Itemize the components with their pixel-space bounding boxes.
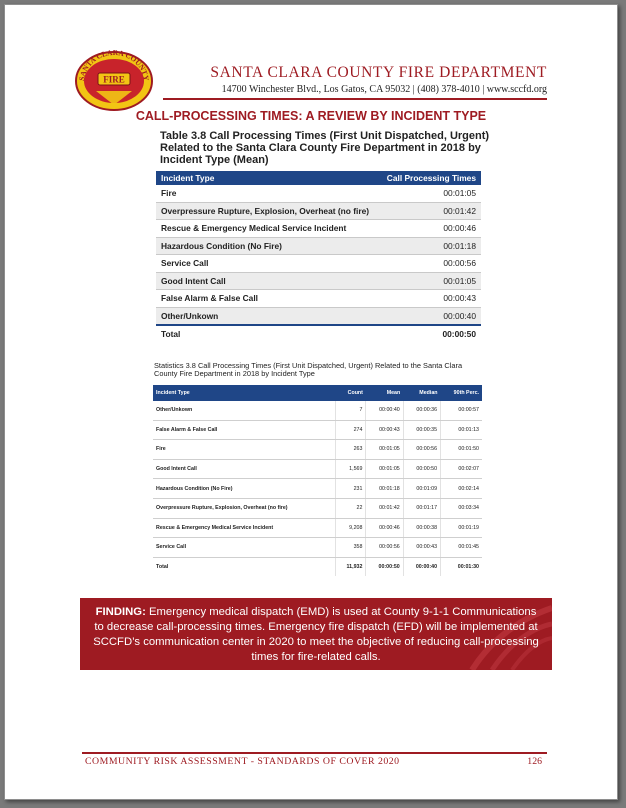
- table-row: [153, 538, 482, 558]
- median-cell: 00:00:43: [403, 538, 440, 558]
- incident-type-cell: Overpressure Rupture, Explosion, Overheat (no fire): [153, 498, 336, 518]
- total-time: 00:00:50: [379, 325, 481, 343]
- document-page: [4, 4, 618, 800]
- time-cell: 00:00:40: [379, 307, 481, 325]
- incident-type-cell: Good Intent Call: [153, 459, 336, 479]
- call-processing-table: [156, 171, 481, 343]
- incident-type-cell: False Alarm & False Call: [156, 290, 379, 308]
- column-header: Call Processing Times: [379, 171, 481, 185]
- mean-cell: 00:00:40: [366, 401, 403, 420]
- logo-arc-text: SANTA CLARA COUNTY: [77, 49, 151, 82]
- percentile-cell: 00:01:13: [441, 420, 482, 440]
- page-number: 126: [527, 756, 542, 767]
- incident-type-cell: Hazardous Condition (No Fire): [156, 237, 379, 255]
- column-header: Count: [336, 385, 366, 401]
- table-row: [156, 290, 481, 308]
- percentile-cell: 00:01:45: [441, 538, 482, 558]
- mean-cell: 00:01:05: [366, 440, 403, 460]
- table-row: [156, 202, 481, 220]
- table-row: [153, 498, 482, 518]
- fire-department-logo: [74, 49, 154, 111]
- incident-type-cell: Overpressure Rupture, Explosion, Overheat (no fire): [156, 202, 379, 220]
- time-cell: 00:01:05: [379, 185, 481, 202]
- count-cell: 1,569: [336, 459, 366, 479]
- total-label: Total: [153, 557, 336, 576]
- count-cell: 358: [336, 538, 366, 558]
- count-cell: 274: [336, 420, 366, 440]
- time-cell: 00:00:56: [379, 255, 481, 273]
- table-caption: Table 3.8 Call Processing Times (First Unit Dispatched, Urgent) Related to the Santa Clara County Fire Department in 2018 by Incident Type (Mean): [160, 130, 490, 166]
- median-cell: 00:00:38: [403, 518, 440, 538]
- median-cell: 00:01:09: [403, 479, 440, 499]
- median-cell: 00:00:56: [403, 440, 440, 460]
- median-cell: 00:00:35: [403, 420, 440, 440]
- mean-cell: 00:00:43: [366, 420, 403, 440]
- table-total-row: [153, 557, 482, 576]
- mean-cell: 00:00:56: [366, 538, 403, 558]
- statistics-table: [153, 385, 482, 576]
- median-cell: 00:01:17: [403, 498, 440, 518]
- finding-box: [80, 598, 552, 670]
- finding-body: Emergency medical dispatch (EMD) is used at County 9-1-1 Communications to decrease call-processing times. Emergency fire dispatch (EFD) will be implemented at SCCFD’s communication center in 2020 to meet the objective of reducing call-processing times for fire-related calls.: [93, 606, 539, 663]
- table-row: [156, 185, 481, 202]
- column-header: Median: [403, 385, 440, 401]
- count-cell: 7: [336, 401, 366, 420]
- incident-type-cell: Service Call: [156, 255, 379, 273]
- table-header-row: [153, 385, 482, 401]
- department-name: SANTA CLARA COUNTY FIRE DEPARTMENT: [210, 64, 547, 81]
- table-row: [153, 479, 482, 499]
- incident-type-cell: Fire: [153, 440, 336, 460]
- incident-type-cell: Hazardous Condition (No Fire): [153, 479, 336, 499]
- total-mean: 00:00:50: [366, 557, 403, 576]
- mean-cell: 00:01:18: [366, 479, 403, 499]
- incident-type-cell: Other/Unkown: [153, 401, 336, 420]
- count-cell: 9,208: [336, 518, 366, 538]
- incident-type-cell: Rescue & Emergency Medical Service Incident: [156, 220, 379, 238]
- time-cell: 00:01:05: [379, 272, 481, 290]
- incident-type-cell: Good Intent Call: [156, 272, 379, 290]
- column-header: 90th Perc.: [441, 385, 482, 401]
- percentile-cell: 00:03:34: [441, 498, 482, 518]
- header-rule: [163, 98, 547, 100]
- column-header: Incident Type: [153, 385, 336, 401]
- table-row: [153, 518, 482, 538]
- total-median: 00:00:40: [403, 557, 440, 576]
- time-cell: 00:01:42: [379, 202, 481, 220]
- percentile-cell: 00:02:07: [441, 459, 482, 479]
- total-label: Total: [156, 325, 379, 343]
- table-row: [156, 255, 481, 273]
- percentile-cell: 00:01:19: [441, 518, 482, 538]
- table-row: [156, 272, 481, 290]
- mean-cell: 00:01:05: [366, 459, 403, 479]
- median-cell: 00:00:50: [403, 459, 440, 479]
- count-cell: 263: [336, 440, 366, 460]
- percentile-cell: 00:02:14: [441, 479, 482, 499]
- finding-text: [80, 598, 552, 665]
- table-row: [153, 401, 482, 420]
- footer-rule: [82, 752, 547, 754]
- percentile-cell: 00:01:50: [441, 440, 482, 460]
- incident-type-cell: False Alarm & False Call: [153, 420, 336, 440]
- department-address: 14700 Winchester Blvd., Los Gatos, CA 95032 | (408) 378-4010 | www.sccfd.org: [221, 84, 547, 95]
- total-count: 11,932: [336, 557, 366, 576]
- table-row: [156, 237, 481, 255]
- table-row: [153, 420, 482, 440]
- count-cell: 22: [336, 498, 366, 518]
- mean-cell: 00:00:46: [366, 518, 403, 538]
- table-header-row: [156, 171, 481, 185]
- column-header: Incident Type: [156, 171, 379, 185]
- section-title: CALL-PROCESSING TIMES: A REVIEW BY INCIDENT TYPE: [135, 109, 487, 123]
- time-cell: 00:01:18: [379, 237, 481, 255]
- count-cell: 231: [336, 479, 366, 499]
- finding-label: FINDING:: [95, 606, 146, 618]
- percentile-cell: 00:00:57: [441, 401, 482, 420]
- table-row: [156, 220, 481, 238]
- median-cell: 00:00:36: [403, 401, 440, 420]
- time-cell: 00:00:43: [379, 290, 481, 308]
- incident-type-cell: Other/Unkown: [156, 307, 379, 325]
- table-row: [153, 459, 482, 479]
- footer-title: COMMUNITY RISK ASSESSMENT - STANDARDS OF COVER 2020: [85, 756, 400, 767]
- column-header: Mean: [366, 385, 403, 401]
- table-total-row: [156, 325, 481, 343]
- incident-type-cell: Rescue & Emergency Medical Service Incident: [153, 518, 336, 538]
- total-percentile: 00:01:30: [441, 557, 482, 576]
- logo-center-text: FIRE: [103, 74, 125, 85]
- table-row: [156, 307, 481, 325]
- statistics-caption: Statistics 3.8 Call Processing Times (First Unit Dispatched, Urgent) Related to the Santa Clara County Fire Department in 2018 by Incident Type: [154, 361, 463, 378]
- incident-type-cell: Fire: [156, 185, 379, 202]
- mean-cell: 00:01:42: [366, 498, 403, 518]
- time-cell: 00:00:46: [379, 220, 481, 238]
- table-row: [153, 440, 482, 460]
- incident-type-cell: Service Call: [153, 538, 336, 558]
